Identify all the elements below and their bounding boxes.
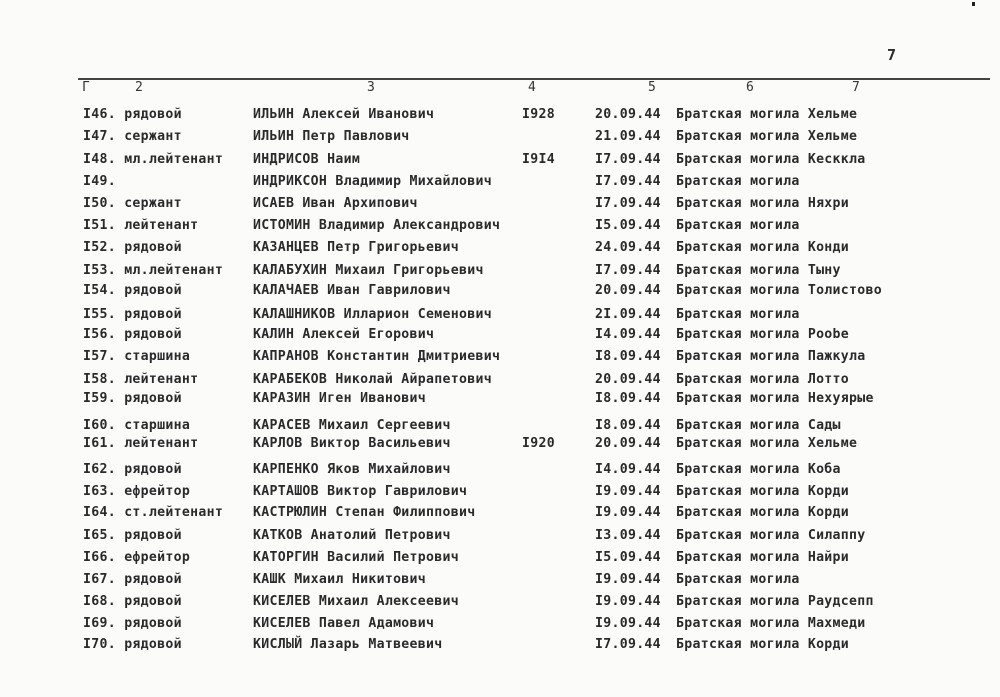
full-name: ИЛЬИН Петр Павлович [253,129,410,144]
death-date: I8.09.44 [595,391,661,406]
burial-place: Братская могила Корди [676,505,850,520]
table-row [0,152,1000,172]
death-date: I7.09.44 [595,152,661,167]
burial-place: Братская могила Корди [676,484,850,499]
full-name: ИСТОМИН Владимир Александрович [253,218,501,233]
table-row [0,528,1000,548]
table-row [0,572,1000,592]
burial-place: Братская могила Няхри [676,196,850,211]
full-name: КИСЕЛЕВ Михаил Алексеевич [253,594,459,609]
table-row [0,174,1000,194]
table-row [0,616,1000,636]
number-rank: I58. лейтенант [83,372,199,387]
death-date: I4.09.44 [595,327,661,342]
burial-place: Братская могила Роobe [676,327,850,342]
burial-place: Братская могила [676,307,800,322]
table-row [0,327,1000,347]
birth-year: I920 [522,436,555,451]
full-name: КАРПЕНКО Яков Михайлович [253,462,451,477]
death-date: I9.09.44 [595,484,661,499]
number-rank: I62. рядовой [83,462,182,477]
full-name: КАЗАНЦЕВ Петр Григорьевич [253,240,459,255]
birth-year: I928 [522,107,555,122]
number-rank: I46. рядовой [83,107,182,122]
burial-place: Братская могила Найри [676,550,850,565]
number-rank: I65. рядовой [83,528,182,543]
column-header-3: 3 [367,80,375,95]
column-header-2: 2 [135,80,143,95]
full-name: КАЛИН Алексей Егорович [253,327,435,342]
burial-place: Братская могила Толистово [676,283,882,298]
death-date: 20.09.44 [595,107,661,122]
number-rank: I59. рядовой [83,391,182,406]
table-row [0,307,1000,327]
burial-place: Братская могила Хельме [676,436,858,451]
table-row [0,637,1000,657]
full-name: КАТКОВ Анатолий Петрович [253,528,451,543]
number-rank: I52. рядовой [83,240,182,255]
number-rank: I70. рядовой [83,637,182,652]
burial-place: Братская могила [676,218,800,233]
death-date: I9.09.44 [595,594,661,609]
full-name: КАРАСЕВ Михаил Сергеевич [253,418,451,433]
column-header-6: 6 [746,80,754,95]
death-date: I7.09.44 [595,196,661,211]
burial-place: Братская могила Лотто [676,372,850,387]
number-rank: I69. рядовой [83,616,182,631]
table-row [0,505,1000,525]
column-header-5: 5 [648,80,656,95]
burial-place: Братская могила Кесккла [676,152,866,167]
death-date: I8.09.44 [595,349,661,364]
full-name: КАРАЗИН Иген Иванович [253,391,427,406]
full-name: ИНДРИСОВ Наим [253,152,361,167]
full-name: КАЛАШНИКОВ Илларион Семенович [253,307,492,322]
number-rank: I54. рядовой [83,283,182,298]
table-row [0,107,1000,127]
burial-place: Братская могила Сады [676,418,841,433]
death-date: 21.09.44 [595,129,661,144]
burial-place: Братская могила Хельме [676,107,858,122]
table-row [0,418,1000,438]
table-row [0,462,1000,482]
birth-year: I9I4 [522,152,555,167]
column-header-7: 7 [852,80,860,95]
death-date: I7.09.44 [595,174,661,189]
full-name: ИНДРИКСОН Владимир Михайлович [253,174,492,189]
number-rank: I60. старшина [83,418,191,433]
table-row [0,240,1000,260]
burial-place: Братская могила Пажкула [676,349,866,364]
death-date: 20.09.44 [595,283,661,298]
scan-speck [972,2,975,6]
burial-place: Братская могила Раудсепп [676,594,874,609]
number-rank: I47. сержант [83,129,182,144]
death-date: I8.09.44 [595,418,661,433]
death-date: 20.09.44 [595,436,661,451]
table-row [0,196,1000,216]
burial-place: Братская могила Силаппу [676,528,866,543]
burial-place: Братская могила Нехуярые [676,391,874,406]
number-rank: I56. рядовой [83,327,182,342]
full-name: КАЛАЧАЕВ Иван Гаврилович [253,283,451,298]
table-row [0,550,1000,570]
burial-place: Братская могила Корди [676,637,850,652]
table-row [0,391,1000,411]
death-date: I9.09.44 [595,572,661,587]
full-name: КАРАБЕКОВ Николай Айрапетович [253,372,492,387]
death-date: I4.09.44 [595,462,661,477]
number-rank: I50. сержант [83,196,182,211]
full-name: КАПРАНОВ Константин Дмитриевич [253,349,501,364]
number-rank: I48. мл.лейтенант [83,152,224,167]
full-name: КАШК Михаил Никитович [253,572,427,587]
number-rank: I51. лейтенант [83,218,199,233]
burial-place: Братская могила [676,572,800,587]
full-name: КАЛАБУХИН Михаил Григорьевич [253,263,484,278]
burial-place: Братская могила Коба [676,462,841,477]
full-name: КАРТАШОВ Виктор Гаврилович [253,484,468,499]
burial-place: Братская могила Махмеди [676,616,866,631]
number-rank: I64. ст.лейтенант [83,505,224,520]
table-row [0,283,1000,303]
full-name: ИСАЕВ Иван Архипович [253,196,418,211]
death-date: I5.09.44 [595,550,661,565]
death-date: 24.09.44 [595,240,661,255]
full-name: КАСТРЮЛИН Степан Филиппович [253,505,476,520]
death-date: I9.09.44 [595,505,661,520]
number-rank: I68. рядовой [83,594,182,609]
table-row [0,349,1000,369]
page-number: 7 [887,46,897,64]
burial-place: Братская могила Хельме [676,129,858,144]
number-rank: I55. рядовой [83,307,182,322]
death-date: I5.09.44 [595,218,661,233]
burial-place: Братская могила Конди [676,240,850,255]
column-header-4: 4 [528,80,536,95]
number-rank: I67. рядовой [83,572,182,587]
death-date: I7.09.44 [595,637,661,652]
table-row [0,436,1000,456]
table-row [0,594,1000,614]
death-date: I3.09.44 [595,528,661,543]
death-date: 2I.09.44 [595,307,661,322]
full-name: ИЛЬИН Алексей Иванович [253,107,435,122]
number-rank: I53. мл.лейтенант [83,263,224,278]
table-row [0,484,1000,504]
full-name: КИСЕЛЕВ Павел Адамович [253,616,435,631]
column-header-1: Г [82,80,90,95]
number-rank: I57. старшина [83,349,191,364]
full-name: КИСЛЫЙ Лазарь Матвеевич [253,637,443,652]
number-rank: I63. ефрейтор [83,484,191,499]
death-date: I9.09.44 [595,616,661,631]
burial-place: Братская могила [676,174,800,189]
number-rank: I66. ефрейтор [83,550,191,565]
table-row [0,263,1000,283]
number-rank: I49. [83,174,116,189]
table-row [0,218,1000,238]
full-name: КАТОРГИН Василий Петрович [253,550,459,565]
death-date: 20.09.44 [595,372,661,387]
number-rank: I61. лейтенант [83,436,199,451]
table-row [0,372,1000,392]
full-name: КАРЛОВ Виктор Васильевич [253,436,451,451]
table-row [0,129,1000,149]
death-date: I7.09.44 [595,263,661,278]
burial-place: Братская могила Тыну [676,263,841,278]
